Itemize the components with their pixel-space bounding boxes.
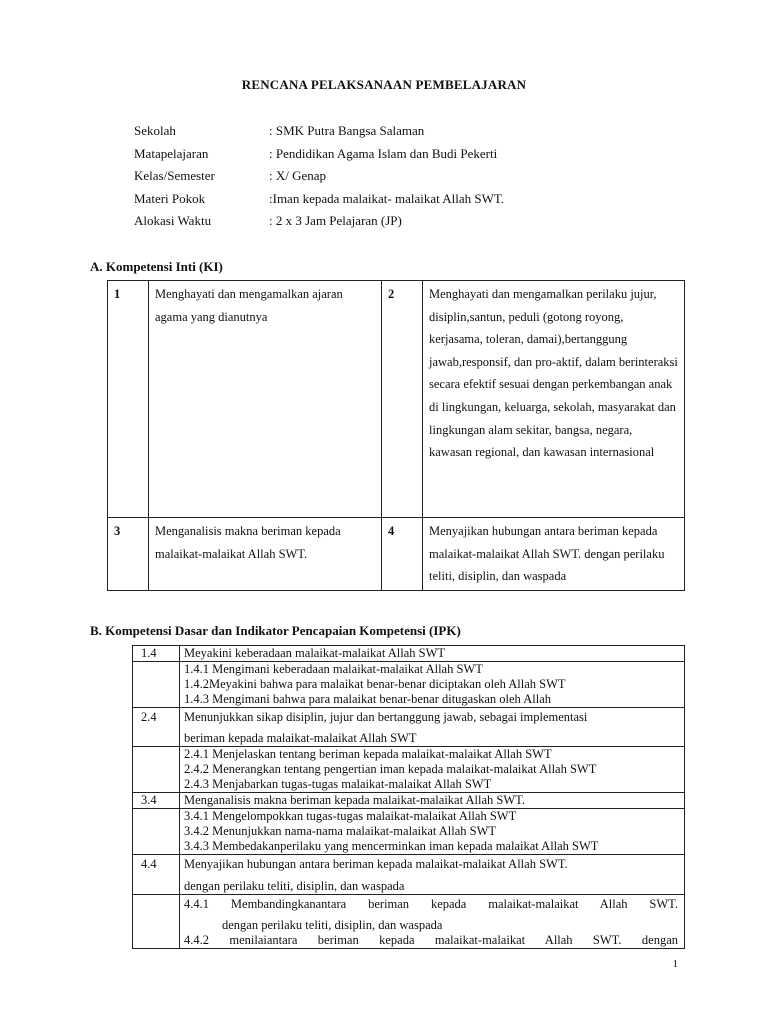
kd-text-line: beriman kepada malaikat-malaikat Allah SWT [184, 731, 417, 745]
ipk-list [180, 809, 685, 855]
ki-text: Menganalisis makna beriman kepada malaikat-malaikat Allah SWT. [149, 518, 382, 591]
ki-text: Menghayati dan mengamalkan ajaran agama yang dianutnya [149, 281, 382, 518]
info-value: : 2 x 3 Jam Pelajaran (JP) [269, 213, 402, 228]
info-value: : SMK Putra Bangsa Salaman [269, 123, 425, 138]
kd-text-line: dengan perilaku teliti, disiplin, dan waspada [184, 879, 405, 893]
info-label: Matapelajaran [134, 145, 209, 161]
info-label: Alokasi Waktu [134, 213, 212, 228]
kd-table [132, 645, 685, 949]
table-row [133, 708, 685, 747]
kd-code: 4.4 [133, 855, 180, 895]
table-row [133, 646, 685, 662]
ipk-item: 3.4.3 Membedakanperilaku yang mencerminkan iman kepada malaikat Allah SWT [184, 839, 599, 853]
ki-table [107, 280, 685, 591]
table-row [133, 809, 685, 855]
kd-text: Menganalisis makna beriman kepada malaikat-malaikat Allah SWT. [180, 793, 685, 809]
page-number: 1 [672, 958, 678, 970]
kd-text [180, 855, 685, 895]
info-label: Kelas/Semester [134, 168, 215, 183]
ki-text: Menghayati dan mengamalkan perilaku jujur, disiplin,santun, peduli (gotong royong, kerjasama, toleran, damai),bertanggung jawab,responsif, dan pro-aktif, dalam berinteraksi secara efektif sesuai dengan perkembangan anak di lingkungan, keluarga, sekolah, masyarakat dan lingkungan alam sekitar, bangsa, negara, kawasan regional, dan kawasan internasional [423, 281, 685, 518]
info-value: : Pendidikan Agama Islam dan Budi Pekerti [269, 145, 498, 161]
ipk-list [180, 747, 685, 793]
kd-text-line: Menunjukkan sikap disiplin, jujur dan bertanggung jawab, sebagai implementasi [184, 710, 588, 724]
ipk-item: 2.4.3 Menjabarkan tugas-tugas malaikat-malaikat Allah SWT [184, 777, 492, 791]
ipk-list [180, 662, 685, 708]
kd-text: Meyakini keberadaan malaikat-malaikat Allah SWT [180, 646, 685, 662]
ipk-list [180, 895, 685, 949]
info-value: : X/ Genap [269, 168, 327, 183]
kd-text [180, 708, 685, 747]
table-row [108, 281, 685, 518]
kd-text-line: Menyajikan hubungan antara beriman kepada malaikat-malaikat Allah SWT. [184, 857, 568, 871]
info-label: Sekolah [134, 123, 176, 138]
ki-number: 4 [382, 518, 423, 591]
page-title: RENCANA PELAKSANAAN PEMBELAJARAN [241, 77, 527, 92]
ipk-item: 1.4.2Meyakini bahwa para malaikat benar-benar diciptakan oleh Allah SWT [184, 677, 566, 691]
ki-number: 2 [382, 281, 423, 518]
ipk-item: 2.4.1 Menjelaskan tentang beriman kepada malaikat-malaikat Allah SWT [184, 747, 552, 761]
ki-number: 1 [108, 281, 149, 518]
kd-code: 3.4 [133, 793, 180, 809]
ipk-item: 4.4.2 menilaiantara beriman kepada malaikat-malaikat Allah SWT. dengan [184, 933, 678, 947]
info-label: Materi Pokok [134, 190, 206, 206]
ipk-item: 3.4.2 Menunjukkan nama-nama malaikat-malaikat Allah SWT [184, 824, 497, 838]
table-row [133, 793, 685, 809]
table-row [133, 747, 685, 793]
ipk-item: 1.4.1 Mengimani keberadaan malaikat-malaikat Allah SWT [184, 662, 483, 676]
ki-number: 3 [108, 518, 149, 591]
info-value: :Iman kepada malaikat- malaikat Allah SWT. [269, 190, 505, 206]
section-a-heading: A. Kompetensi Inti (KI) [90, 259, 223, 274]
ipk-item: 4.4.1 Membandingkanantara beriman kepada malaikat-malaikat Allah SWT. [184, 897, 678, 911]
kd-code: 2.4 [133, 708, 180, 747]
table-row [133, 855, 685, 895]
table-row [133, 662, 685, 708]
table-row [133, 895, 685, 949]
kd-code: 1.4 [133, 646, 180, 662]
table-row [108, 518, 685, 591]
section-b-heading: B. Kompetensi Dasar dan Indikator Pencapaian Kompetensi (IPK) [90, 623, 461, 638]
ki-text: Menyajikan hubungan antara beriman kepada malaikat-malaikat Allah SWT. dengan perilaku teliti, disiplin, dan waspada [423, 518, 685, 591]
ipk-item: 3.4.1 Mengelompokkan tugas-tugas malaikat-malaikat Allah SWT [184, 809, 517, 823]
ipk-item: 2.4.2 Menerangkan tentang pengertian iman kepada malaikat-malaikat Allah SWT [184, 762, 597, 776]
ipk-item-continued: dengan perilaku teliti, disiplin, dan waspada [222, 918, 443, 932]
ipk-item: 1.4.3 Mengimani bahwa para malaikat benar-benar ditugaskan oleh Allah [184, 692, 551, 706]
